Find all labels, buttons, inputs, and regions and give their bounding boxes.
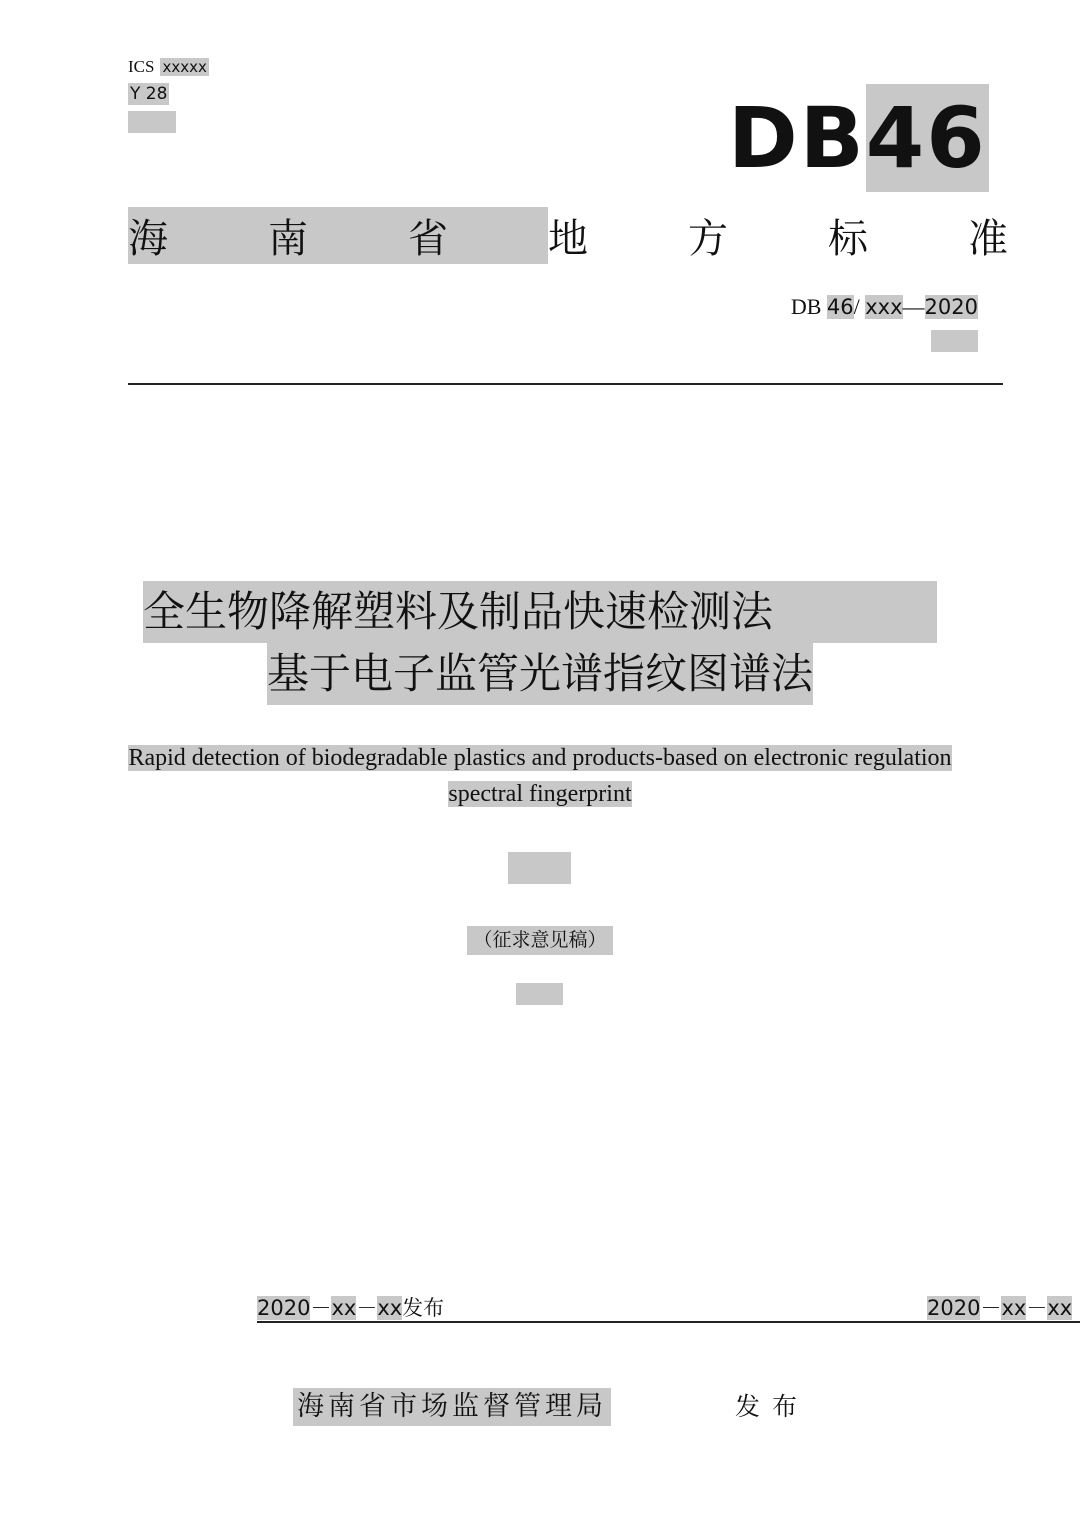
release-date: [257, 1294, 444, 1322]
standard-number-dash: —: [902, 294, 925, 319]
standard-type-heading: [128, 207, 1008, 264]
standard-number-seq: xxx: [865, 295, 903, 319]
title-en-line1: [0, 740, 1080, 776]
standard-type-char: 方: [688, 216, 728, 262]
issuer-action: 发布: [735, 1392, 810, 1421]
implement-month: xx: [1001, 1296, 1027, 1320]
implement-day: xx: [1047, 1296, 1073, 1320]
title-zh-line1-text: 全生物降解塑料及制品快速检测法: [143, 581, 937, 643]
title-zh-line2-text: 基于电子监管光谱指纹图谱法: [267, 643, 813, 705]
standard-number-prefix: DB: [790, 294, 827, 319]
implement-date: [927, 1294, 1072, 1322]
blank-field-draft-date: [516, 983, 563, 1005]
standard-type-char: 标: [828, 216, 868, 262]
logo-number: 46: [866, 84, 989, 192]
date-separator: －: [310, 1296, 332, 1320]
blank-field-cn-code: [128, 111, 176, 133]
ics-line: [128, 56, 209, 78]
standard-type-char: 海: [128, 216, 168, 262]
ics-code: xxxxx: [162, 58, 207, 76]
standard-type-char: 准: [968, 216, 1008, 262]
date-separator: －: [1026, 1296, 1048, 1320]
title-en-line2: [0, 776, 1080, 812]
title-zh-line2: [0, 643, 1080, 705]
standard-type-char: 地: [548, 216, 588, 262]
blank-field-replaces: [931, 330, 978, 352]
standard-type-char: 南: [268, 216, 308, 262]
footer-divider: [257, 1321, 1080, 1323]
blank-field-consistency: [508, 852, 571, 884]
standard-number-region: 46: [826, 295, 854, 319]
ics-label: ICS: [128, 57, 155, 76]
title-en-line2-text: spectral fingerprint: [448, 781, 632, 807]
release-year: 2020: [257, 1296, 311, 1320]
standard-number-year: 2020: [924, 295, 978, 319]
date-separator: －: [356, 1296, 378, 1320]
implement-year: 2020: [927, 1296, 981, 1320]
title-en-line1-text: Rapid detection of biodegradable plastics and products-based on electronic regulation: [128, 745, 952, 771]
standard-type-char: 省: [408, 216, 448, 262]
classification-code: Y 28: [130, 84, 168, 104]
draft-status-text: （征求意见稿）: [467, 926, 612, 955]
standard-number-slash: /: [853, 294, 866, 319]
header-divider: [128, 383, 1003, 385]
release-day: xx: [377, 1296, 403, 1320]
standard-number: [791, 292, 978, 322]
draft-status: [0, 926, 1080, 955]
db46-logo: [728, 84, 989, 192]
logo-prefix: DB: [728, 89, 866, 187]
release-suffix: 发布: [402, 1296, 445, 1320]
title-zh-line1: [0, 581, 1080, 643]
date-separator: －: [980, 1296, 1002, 1320]
release-month: xx: [331, 1296, 357, 1320]
issuer-name: 海南省市场监督管理局: [293, 1388, 611, 1426]
